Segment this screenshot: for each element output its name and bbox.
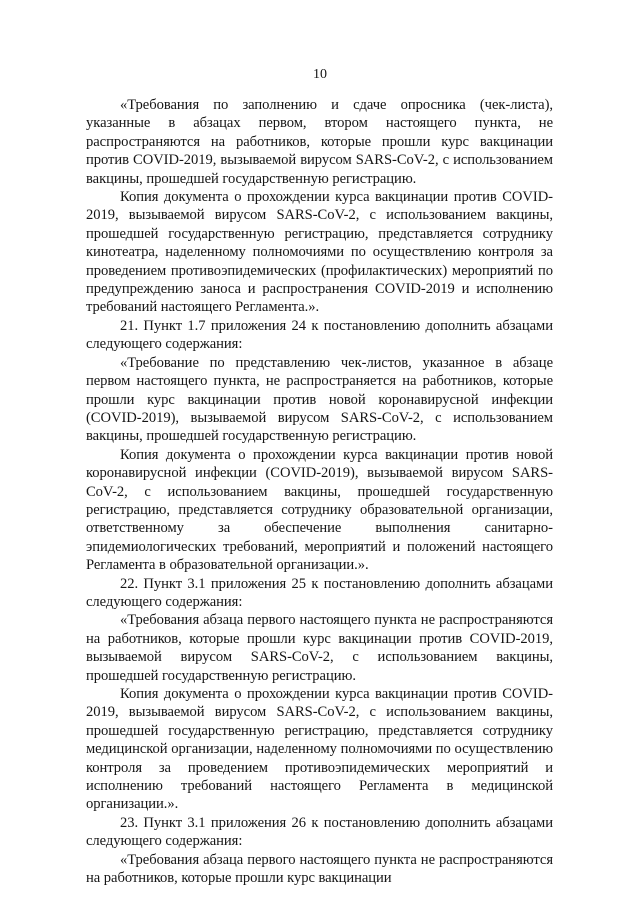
paragraph-item-21-heading: 21. Пункт 1.7 приложения 24 к постановлению дополнить абзацами следующего содержания: bbox=[86, 317, 553, 353]
document-body bbox=[86, 96, 553, 887]
paragraph-cinema-vaccination-copy: Копия документа о прохождении курса вакцинации против COVID-2019, вызываемой вирусом SARS-CoV-2, с использованием вакцины, прошедшей государственную регистрацию, представляется сотруднику кинотеатра, наделенному полномочиями по осуществлению контроля за проведением противоэпидемических (профилактических) мероприятий по предупреждению заноса и распространения COVID-2019 и исполнению требований настоящего Регламента.». bbox=[86, 189, 553, 316]
paragraph-questionnaire-exemption: «Требования по заполнению и сдаче опросника (чек-листа), указанные в абзацах первом, втором настоящего пункта, не распространяются на работников, которые прошли курс вакцинации против COVID-2019, вызываемой вирусом SARS-CoV-2, с использованием вакцины, прошедшей государственную регистрацию. bbox=[86, 97, 553, 187]
paragraph-item-23-exemption: «Требования абзаца первого настоящего пункта не распространяются на работников, которые прошли курс вакцинации bbox=[86, 851, 553, 887]
page-number: 10 bbox=[313, 67, 327, 82]
paragraph-checklist-exemption: «Требование по представлению чек-листов, указанное в абзаце первом настоящего пункта, не распространяется на работников, которые прошли курс вакцинации против новой коронавирусной инфекции (COVID-2019), вызываемой вирусом SARS-CoV-2, с использованием вакцины, прошедшей государственную регистрацию. bbox=[86, 354, 553, 445]
paragraph-item-22-heading: 22. Пункт 3.1 приложения 25 к постановлению дополнить абзацами следующего содержания: bbox=[86, 575, 553, 610]
paragraph-item-23-heading: 23. Пункт 3.1 приложения 26 к постановлению дополнить абзацами следующего содержания: bbox=[86, 814, 553, 850]
paragraph-medical-vaccination-copy: Копия документа о прохождении курса вакцинации против COVID-2019, вызываемой вирусом SARS-CoV-2, с использованием вакцины, прошедшей государственную регистрацию, представляется сотруднику медицинской организации, наделенному полномочиями по осуществлению контроля за проведением противоэпидемических мероприятий и исполнению требований настоящего Регламента в медицинской организации.». bbox=[86, 686, 553, 813]
paragraph-item-22-exemption: «Требования абзаца первого настоящего пункта не распространяются на работников, которые прошли курс вакцинации против COVID-2019, вызываемой вирусом SARS-CoV-2, с использованием вакцины, прошедшей государственную регистрацию. bbox=[86, 612, 553, 684]
paragraph-education-vaccination-copy: Копия документа о прохождении курса вакцинации против новой коронавирусной инфекции (COVID-2019), вызываемой вирусом SARS-CoV-2, с использованием вакцины, прошедшей государственную регистрацию, представляется сотруднику образовательной организации, ответственному за обеспечение выполнения санитарно-эпидемиологических требований, мероприятий и положений настоящего Регламента в образовательной организации.». bbox=[86, 446, 553, 574]
